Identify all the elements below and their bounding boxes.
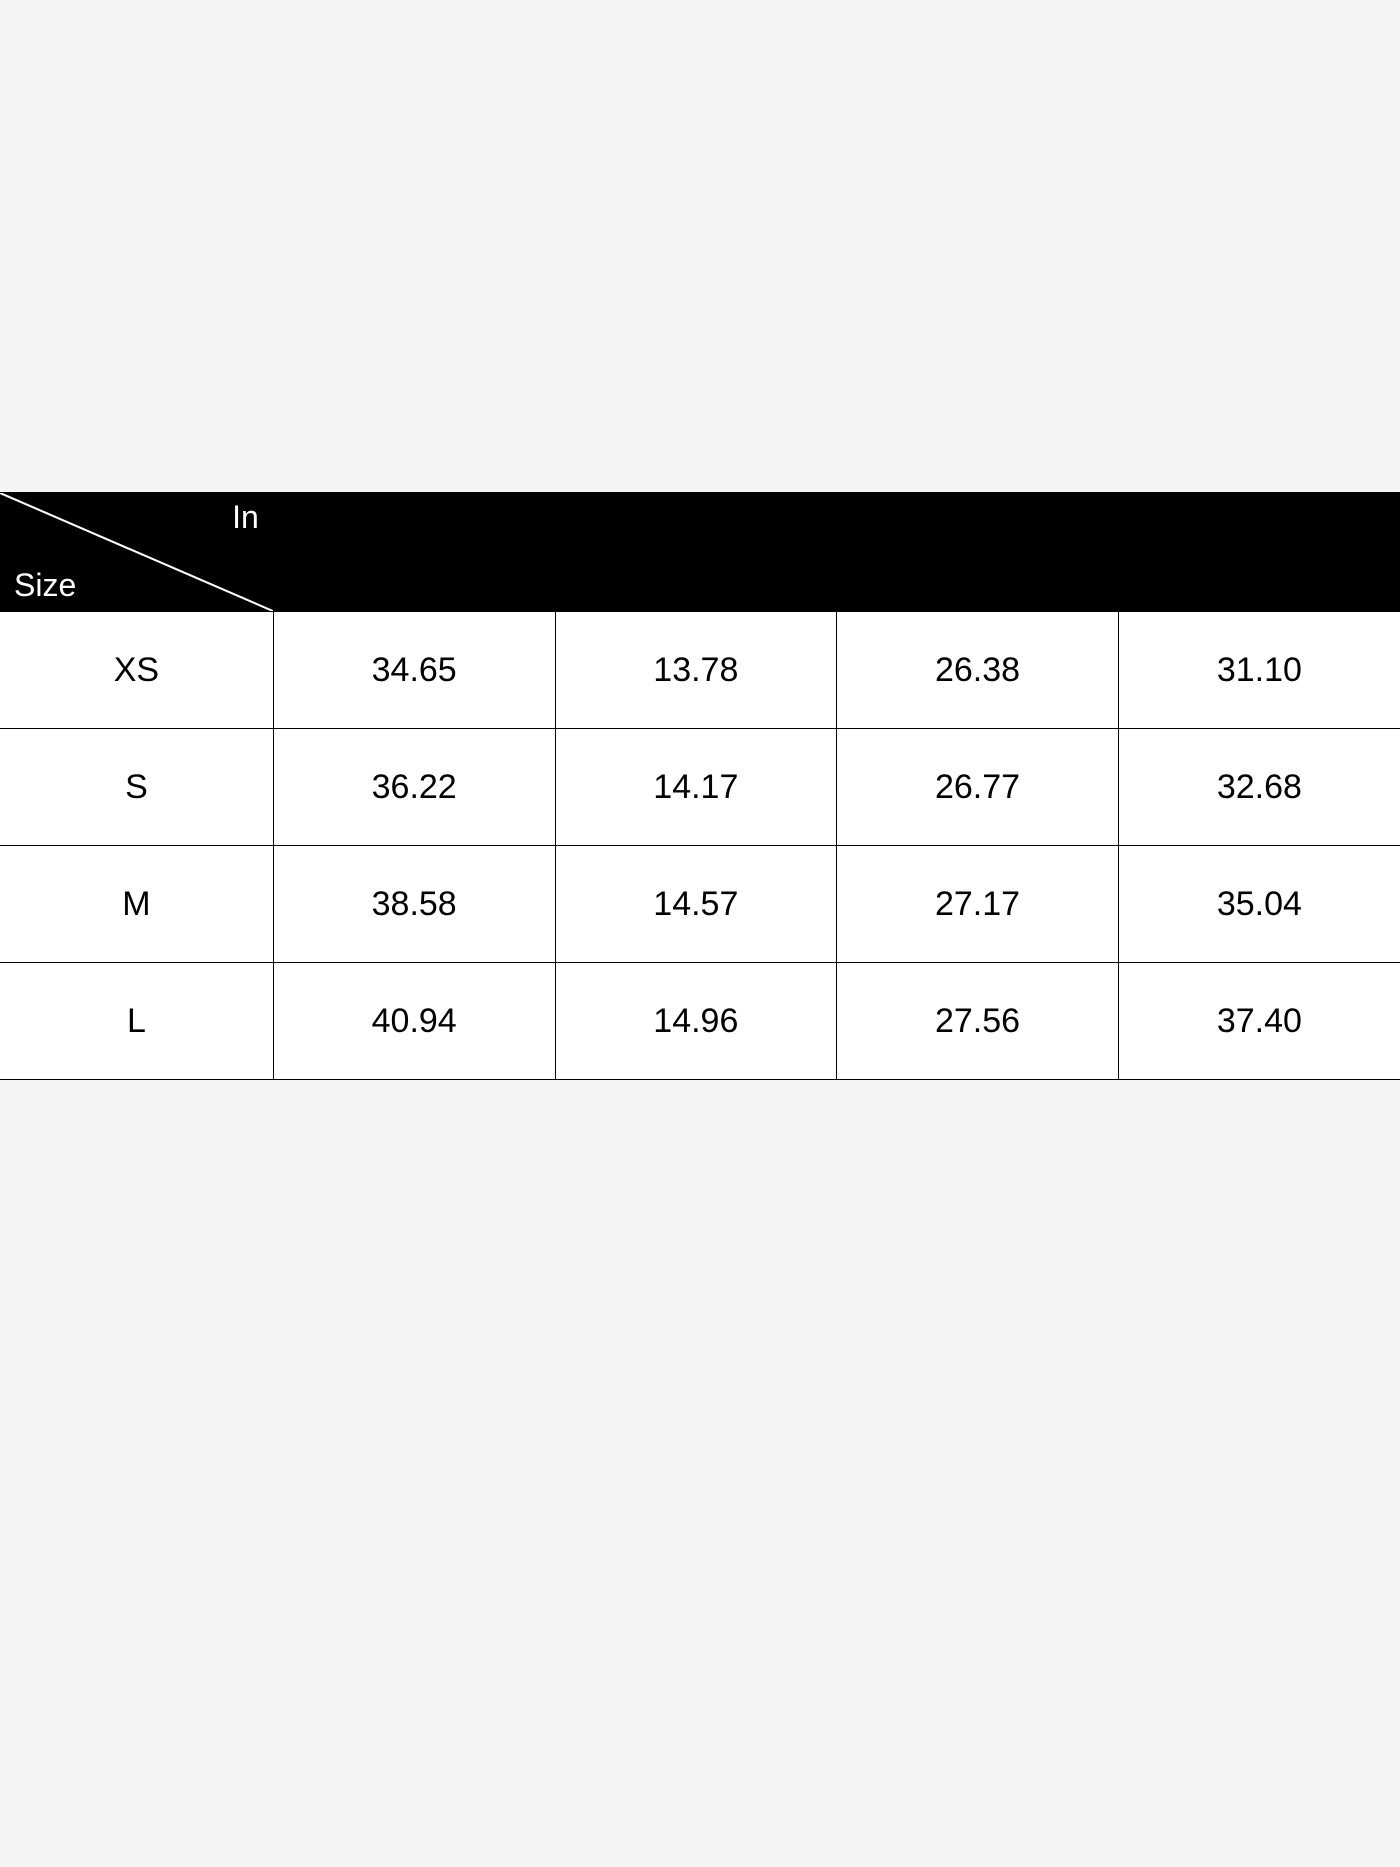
corner-unit-label: In [232, 499, 259, 535]
table-header [0, 493, 1400, 612]
row-size-label: S [0, 729, 273, 846]
column-header-length: Length [837, 493, 1119, 612]
corner-header-cell [0, 493, 273, 612]
cell-waist: 37.40 [1118, 963, 1400, 1080]
cell-bust: 38.58 [273, 846, 555, 963]
cell-bust: 40.94 [273, 963, 555, 1080]
header-row [0, 493, 1400, 612]
row-size-label: M [0, 846, 273, 963]
column-header-shoulder: Shoulder [555, 493, 837, 612]
cell-bust: 36.22 [273, 729, 555, 846]
cell-length: 27.56 [837, 963, 1119, 1080]
cell-length: 27.17 [837, 846, 1119, 963]
cell-length: 26.77 [837, 729, 1119, 846]
column-header-bust: Bust [273, 493, 555, 612]
corner-dimension-label: Size [14, 567, 77, 603]
table-row [0, 963, 1400, 1080]
size-chart-table [0, 492, 1400, 1080]
table-row [0, 729, 1400, 846]
cell-shoulder: 14.57 [555, 846, 837, 963]
cell-waist: 35.04 [1118, 846, 1400, 963]
column-header-waist: Waist [1118, 493, 1400, 612]
cell-waist: 31.10 [1118, 612, 1400, 729]
cell-length: 26.38 [837, 612, 1119, 729]
row-size-label: L [0, 963, 273, 1080]
cell-waist: 32.68 [1118, 729, 1400, 846]
table-body [0, 612, 1400, 1080]
cell-shoulder: 14.96 [555, 963, 837, 1080]
cell-shoulder: 14.17 [555, 729, 837, 846]
cell-bust: 34.65 [273, 612, 555, 729]
table-row [0, 846, 1400, 963]
row-size-label: XS [0, 612, 273, 729]
table-row [0, 612, 1400, 729]
cell-shoulder: 13.78 [555, 612, 837, 729]
size-chart-container [0, 492, 1400, 1080]
